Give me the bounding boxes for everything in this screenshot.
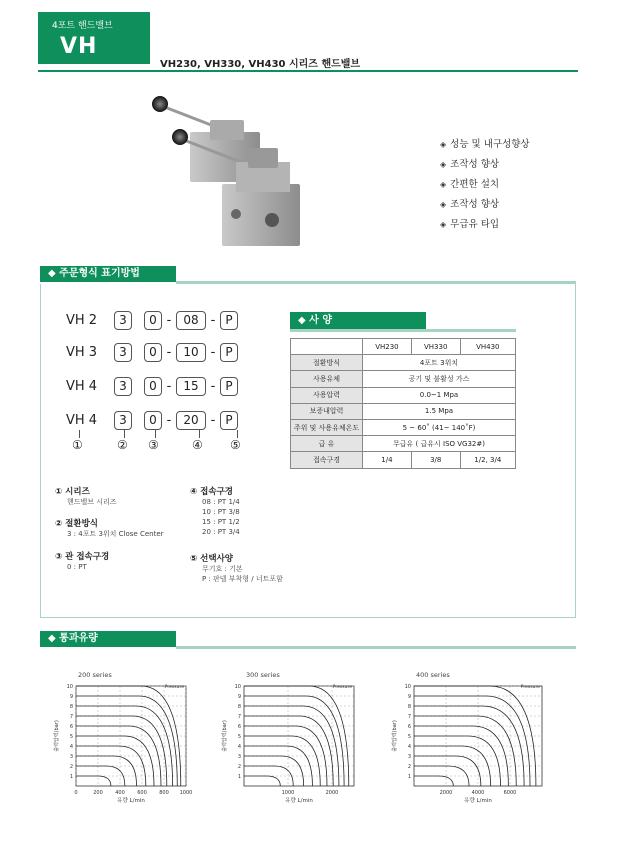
y-tick-label: 1 xyxy=(407,774,411,780)
spec-corner xyxy=(291,339,363,355)
spec-row xyxy=(291,387,516,403)
spec-row xyxy=(291,371,516,387)
legend-item: P : 판넬 부착형 / 너트포함 xyxy=(202,575,283,583)
y-tick-label: 3 xyxy=(407,754,411,760)
spec-row xyxy=(291,403,516,419)
feature-item: ◈ 간편한 설치 xyxy=(440,179,500,190)
pressure-label: Pressure xyxy=(332,685,352,690)
marker-5: ⑤ xyxy=(230,438,241,452)
switching-box: 3 xyxy=(114,311,132,330)
product-image xyxy=(140,92,310,252)
spec-value: 1/4 xyxy=(363,452,412,468)
pressure-curve xyxy=(76,716,167,786)
connection-box: 10 xyxy=(176,343,206,362)
y-axis-label: 출력압력(bar) xyxy=(54,720,60,752)
x-axis-label: 유량 L/min xyxy=(464,798,492,804)
flow-section-line xyxy=(176,646,576,649)
y-tick-label: 6 xyxy=(69,724,73,730)
legend-switching xyxy=(55,519,164,539)
legend-connection xyxy=(190,487,240,537)
spec-label: 절환방식 xyxy=(291,355,363,371)
marker-3: ③ xyxy=(148,438,159,452)
y-tick-label: 10 xyxy=(404,684,411,690)
legend-item: 무기호 : 기본 xyxy=(202,565,243,573)
spec-value: 3/8 xyxy=(411,452,460,468)
switching-box: 3 xyxy=(114,377,132,396)
spec-value: 4포트 3위치 xyxy=(363,355,516,371)
spec-label: 사용유체 xyxy=(291,371,363,387)
spec-title: ◆ 사 양 xyxy=(290,312,426,329)
legend-item: 3 : 4포트 3위치 Close Center xyxy=(67,530,164,538)
y-tick-label: 7 xyxy=(407,714,411,720)
pipe-box: 0 xyxy=(144,411,162,430)
dash: - xyxy=(166,378,172,394)
product-code: VH xyxy=(60,34,98,59)
x-tick-label: 800 xyxy=(159,790,169,796)
y-tick-label: 8 xyxy=(407,704,411,710)
option-box: P xyxy=(220,377,238,396)
marker-tick xyxy=(155,430,156,438)
x-tick-label: 6000 xyxy=(503,790,517,796)
y-tick-label: 9 xyxy=(69,694,73,700)
legend-item: 20 : PT 3/4 xyxy=(202,528,240,536)
dash: - xyxy=(166,312,172,328)
x-tick-label: 2000 xyxy=(325,790,339,796)
spec-value: 5 ~ 60˚ (41~ 140˚F) xyxy=(363,419,516,435)
spec-row xyxy=(291,419,516,435)
y-tick-label: 9 xyxy=(237,694,241,700)
legend-item: 08 : PT 1/4 xyxy=(202,498,240,506)
pressure-curve xyxy=(414,736,501,786)
option-box: P xyxy=(220,311,238,330)
pressure-label: Pressure xyxy=(164,685,184,690)
y-tick-label: 2 xyxy=(237,764,241,770)
y-tick-label: 1 xyxy=(69,774,73,780)
model-code: VH 3 xyxy=(66,344,98,360)
spec-label: 사용압력 xyxy=(291,387,363,403)
x-axis-label: 유량 L/min xyxy=(285,798,313,804)
legend-title: ④ 접속구경 xyxy=(190,487,234,497)
model-code: VH 4 xyxy=(66,378,98,394)
y-axis-label: 출력압력(bar) xyxy=(222,720,228,752)
marker-tick xyxy=(199,430,200,438)
marker-tick xyxy=(237,430,238,438)
dash: - xyxy=(166,344,172,360)
spec-value: 1/2, 3/4 xyxy=(460,452,515,468)
chart-title: 200 series xyxy=(78,671,112,679)
y-tick-label: 2 xyxy=(69,764,73,770)
pressure-curve xyxy=(414,776,453,786)
connection-box: 20 xyxy=(176,411,206,430)
y-tick-label: 5 xyxy=(407,734,411,740)
spec-table xyxy=(290,338,516,469)
pressure-curve xyxy=(244,756,304,786)
dash: - xyxy=(210,378,216,394)
pressure-curve xyxy=(76,696,177,786)
marker-tick xyxy=(79,430,80,438)
legend-item: 15 : PT 1/2 xyxy=(202,518,240,526)
y-tick-label: 8 xyxy=(69,704,73,710)
y-axis-label: 출력압력(bar) xyxy=(392,720,398,752)
y-tick-label: 10 xyxy=(66,684,73,690)
x-tick-label: 600 xyxy=(137,790,147,796)
dash: - xyxy=(210,312,216,328)
legend-item: 핸드밸브 시리즈 xyxy=(67,498,117,506)
pressure-curve xyxy=(244,776,280,786)
x-tick-label: 1000 xyxy=(179,790,192,796)
legend-title: ③ 관 접속구경 xyxy=(55,552,110,562)
legend-title: ① 시리즈 xyxy=(55,487,90,497)
marker-tick xyxy=(124,430,125,438)
dash: - xyxy=(210,412,216,428)
y-tick-label: 3 xyxy=(237,754,241,760)
order-code-row xyxy=(66,410,238,430)
model-code: VH 4 xyxy=(66,412,98,428)
y-tick-label: 4 xyxy=(407,744,411,750)
flow-chart-200 xyxy=(52,668,192,818)
legend-option xyxy=(190,554,283,584)
pipe-box: 0 xyxy=(144,311,162,330)
spec-label: 보증내압력 xyxy=(291,403,363,419)
switching-box: 3 xyxy=(114,343,132,362)
spec-row xyxy=(291,355,516,371)
x-axis-label: 유량 L/min xyxy=(117,798,145,804)
connection-box: 15 xyxy=(176,377,206,396)
x-tick-label: 1000 xyxy=(281,790,295,796)
feature-item: ◈ 성능 및 내구성향상 xyxy=(440,139,530,150)
y-tick-label: 9 xyxy=(407,694,411,700)
spec-col-header: VH230 xyxy=(363,339,412,355)
legend-item: 0 : PT xyxy=(67,563,87,571)
flow-chart-400 xyxy=(390,668,540,818)
x-tick-label: 0 xyxy=(74,790,78,796)
chart-title: 400 series xyxy=(416,671,450,679)
spec-col-header: VH330 xyxy=(411,339,460,355)
option-box: P xyxy=(220,343,238,362)
spec-value: 1.5 Mpa xyxy=(363,403,516,419)
model-code: VH 2 xyxy=(66,312,98,328)
y-tick-label: 5 xyxy=(237,734,241,740)
category-label: 4포트 핸드밸브 xyxy=(52,21,113,31)
y-tick-label: 2 xyxy=(407,764,411,770)
spec-col-header: VH430 xyxy=(460,339,515,355)
legend-title: ⑤ 선택사양 xyxy=(190,554,234,564)
category-badge xyxy=(38,12,150,64)
dash: - xyxy=(166,412,172,428)
option-box: P xyxy=(220,411,238,430)
pressure-curve xyxy=(76,756,137,786)
spec-row xyxy=(291,436,516,452)
pressure-label: Pressure xyxy=(520,685,540,690)
y-tick-label: 6 xyxy=(237,724,241,730)
chart-title: 300 series xyxy=(246,671,280,679)
legend-pipe xyxy=(55,552,109,572)
y-tick-label: 7 xyxy=(69,714,73,720)
feature-list xyxy=(440,135,530,235)
spec-title-line xyxy=(290,329,516,332)
y-tick-label: 3 xyxy=(69,754,73,760)
pipe-box: 0 xyxy=(144,377,162,396)
spec-label: 접속구경 xyxy=(291,452,363,468)
flow-section-title: ◆ 통과유량 xyxy=(40,631,176,647)
marker-4: ④ xyxy=(192,438,203,452)
y-tick-label: 4 xyxy=(69,744,73,750)
dash: - xyxy=(210,344,216,360)
spec-header-row xyxy=(291,339,516,355)
pipe-box: 0 xyxy=(144,343,162,362)
switching-box: 3 xyxy=(114,411,132,430)
pressure-curve xyxy=(414,696,530,786)
order-section-title: ◆ 주문형식 표기방법 xyxy=(40,266,176,282)
spec-row xyxy=(291,452,516,468)
y-tick-label: 4 xyxy=(237,744,241,750)
y-tick-label: 8 xyxy=(237,704,241,710)
feature-item: ◈ 조작성 향상 xyxy=(440,159,500,170)
order-code-row xyxy=(66,342,238,362)
spec-value: 공기 및 불활성 가스 xyxy=(363,371,516,387)
y-tick-label: 1 xyxy=(237,774,241,780)
legend-title: ② 절환방식 xyxy=(55,519,99,529)
feature-item: ◈ 조작성 향상 xyxy=(440,199,500,210)
marker-2: ② xyxy=(117,438,128,452)
pressure-curve xyxy=(414,716,516,786)
pressure-curve xyxy=(414,756,481,786)
connection-box: 08 xyxy=(176,311,206,330)
y-tick-label: 7 xyxy=(237,714,241,720)
y-tick-label: 5 xyxy=(69,734,73,740)
legend-item: 10 : PT 3/8 xyxy=(202,508,240,516)
feature-item: ◈ 무급유 타입 xyxy=(440,219,500,230)
x-tick-label: 200 xyxy=(93,790,103,796)
spec-label: 급 유 xyxy=(291,436,363,452)
spec-label: 주위 및 사용유체온도 xyxy=(291,419,363,435)
x-tick-label: 2000 xyxy=(439,790,453,796)
header-divider xyxy=(38,70,578,72)
flow-chart-300 xyxy=(220,668,360,818)
legend-series xyxy=(55,487,117,507)
marker-1: ① xyxy=(72,438,83,452)
x-tick-label: 400 xyxy=(115,790,125,796)
order-code-row xyxy=(66,310,238,330)
spec-value: 0.0~1 Mpa xyxy=(363,387,516,403)
page-subtitle: VH230, VH330, VH430 시리즈 핸드밸브 xyxy=(160,59,361,70)
pressure-curve xyxy=(76,776,111,786)
x-tick-label: 4000 xyxy=(471,790,485,796)
y-tick-label: 6 xyxy=(407,724,411,730)
y-tick-label: 10 xyxy=(234,684,241,690)
order-code-row xyxy=(66,376,238,396)
spec-value: 무급유 ( 급유시 ISO VG32#) xyxy=(363,436,516,452)
pressure-curve xyxy=(244,696,344,786)
